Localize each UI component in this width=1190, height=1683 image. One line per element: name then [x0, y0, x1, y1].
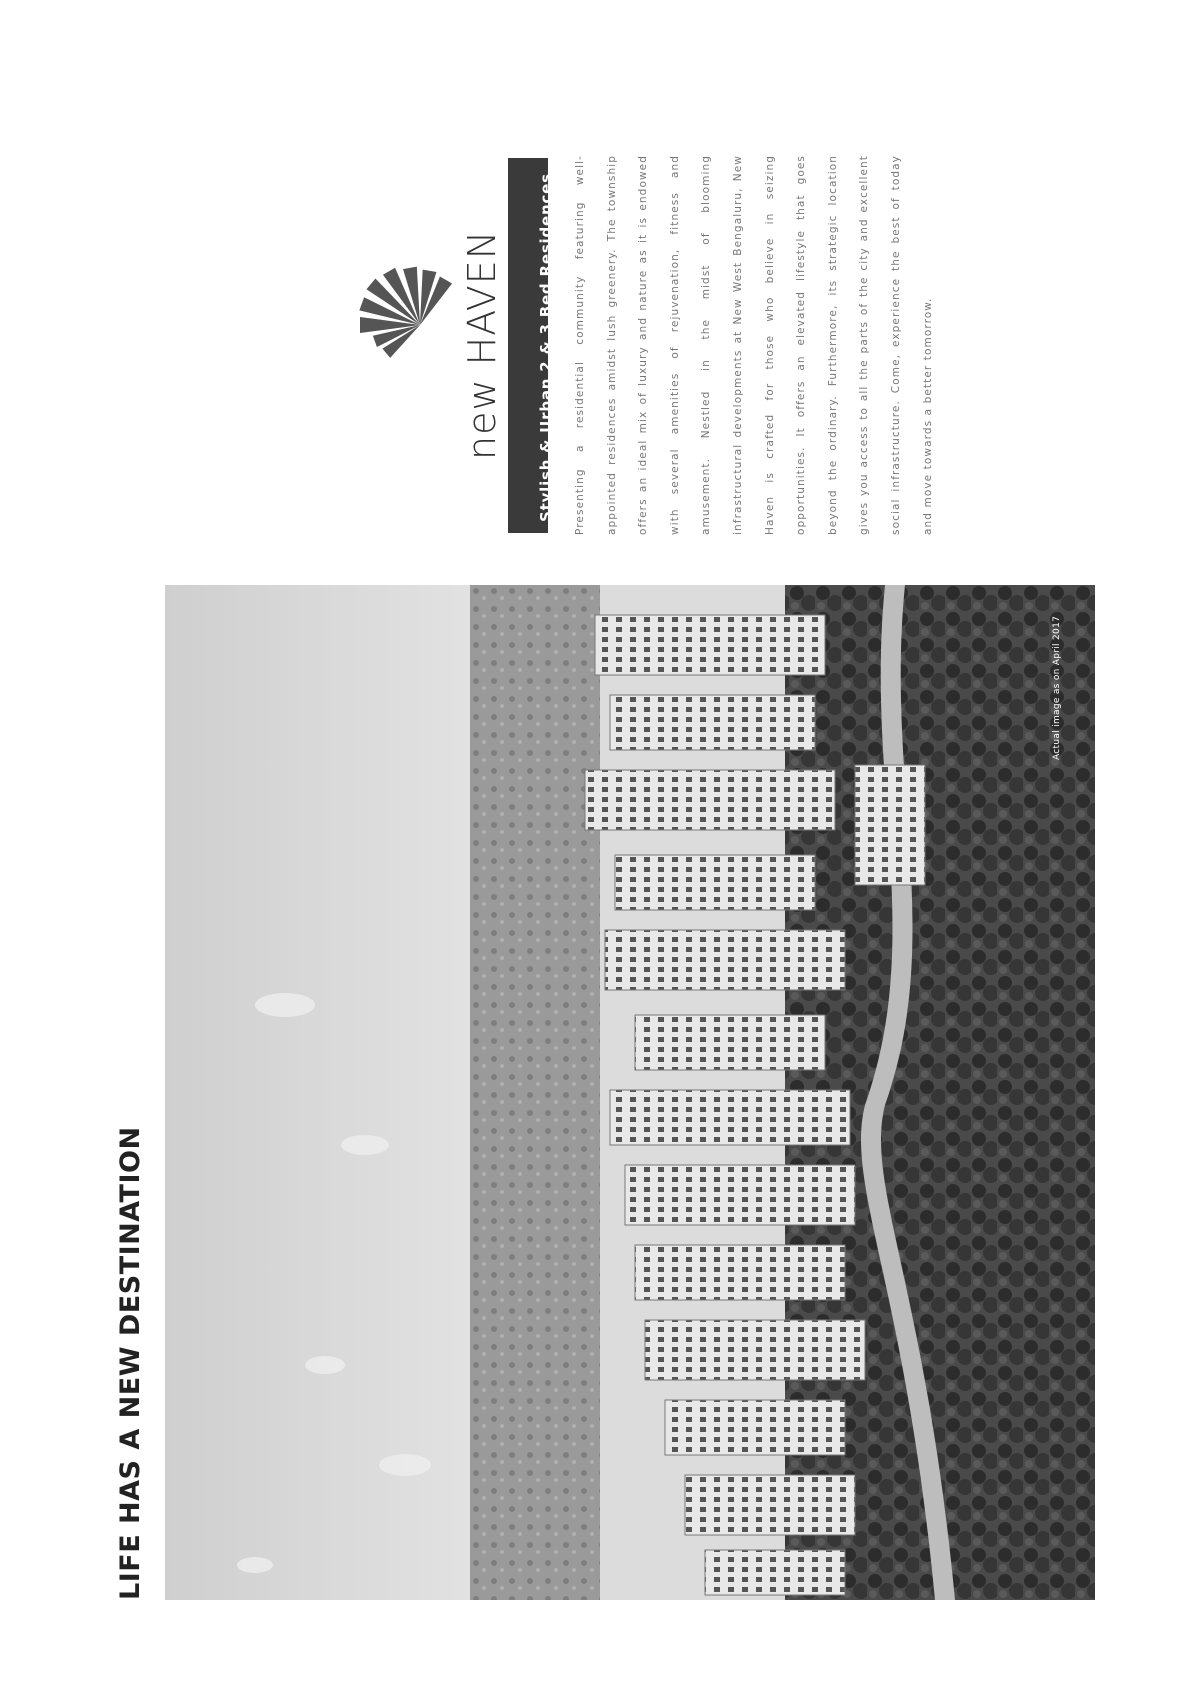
photo-caption: Actual image as on April 2017 — [1052, 615, 1062, 760]
tagline: Stylish & Urban 2 & 3 Bed Residences — [537, 173, 555, 522]
page-headline: LIFE HAS A NEW DESTINATION — [115, 1126, 146, 1600]
aerial-photo-graphic — [165, 585, 1095, 1600]
brand-name: new HAVEN — [460, 229, 504, 460]
aerial-photo — [165, 585, 1095, 1600]
description-paragraph: Presenting a residential community featuring well-appointed residences amidst lush greenery. The township offers an ideal mix of luxury and nature as it is endowed with several amenities of rejuvenation, fitness and amusement. Nestled in the midst of blooming infrastructural developments at New West Bengaluru, New Haven is crafted for those who believe in seizing opportunities. It offers an elevated lifestyle that goes beyond the ordinary. Furthermore, its strategic location gives you access to all the parts of the city and excellent social infrastructure. Come, experience the best of today and move towards a better tomorrow. — [574, 155, 934, 535]
